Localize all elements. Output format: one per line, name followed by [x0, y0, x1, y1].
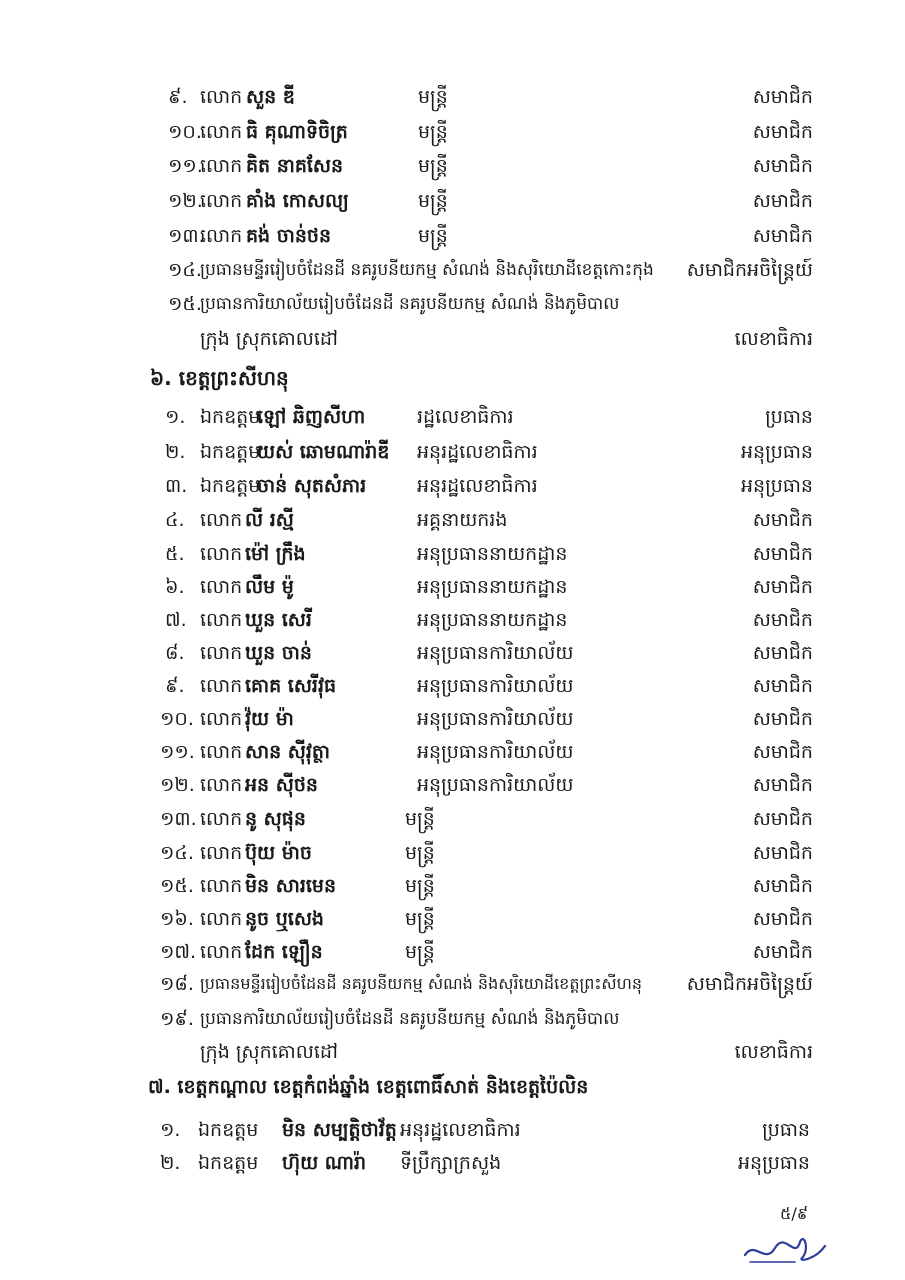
member-position: មន្ត្រី: [418, 86, 448, 108]
member-position: មន្ត្រី: [405, 908, 435, 930]
member-role: លេខាធិការ: [734, 1041, 813, 1063]
member-role: សមាជិក: [752, 543, 813, 565]
honorific: លោក: [200, 642, 243, 664]
member-row: [165, 671, 813, 701]
member-row: [168, 117, 813, 147]
item-number: ១៤.: [160, 842, 194, 864]
member-name: គាំង កោសល្យ: [246, 190, 349, 212]
honorific: លោក: [200, 190, 243, 212]
department-member-text: ប្រធានមន្ទីររៀបចំដែនដី នគរូបនីយកម្ម សំណង់ និងសុរិយោដីខេត្តព្រះសីហនុ: [200, 974, 643, 993]
member-name: ឡៅ ឆិញសីហា: [257, 406, 366, 428]
member-name: គង់ ចាន់ថន: [246, 225, 332, 247]
item-number: ១៩.: [160, 1008, 194, 1030]
member-role: សមាជិក: [752, 708, 813, 730]
member-position: អគ្គនាយករង: [417, 509, 508, 531]
page-number: ៥/៩: [780, 1204, 809, 1223]
member-position: អនុប្រធាននាយកដ្ឋាន: [417, 609, 568, 631]
item-number: ១៣.: [160, 808, 197, 830]
member-name: ឃួន ចាន់: [245, 642, 312, 664]
member-role: សមាជិក: [752, 609, 813, 631]
item-number: ១២.: [168, 190, 203, 212]
member-role: សមាជិក: [752, 941, 813, 963]
member-row: [168, 82, 813, 112]
member-row: [160, 1148, 810, 1178]
honorific: លោក: [200, 509, 243, 531]
item-number: ៦.: [165, 576, 185, 598]
member-name: ម៉ៅ ក្រឹង: [245, 543, 306, 565]
secretary-text-line1: ប្រធានការិយាល័យរៀបចំដែនដី នគរូបនីយកម្ម សំណង់ និងភូមិបាល: [200, 294, 620, 314]
member-position: មន្ត្រី: [418, 225, 448, 247]
secretary-text-line2: ក្រុង ស្រុកគោលដៅ: [200, 1041, 338, 1063]
item-number: ៨.: [165, 642, 185, 664]
member-role: សមាជិក: [752, 741, 813, 763]
member-name: ឃួន សេរី: [245, 609, 312, 631]
member-role: សមាជិកអចិន្ត្រៃយ៍: [686, 973, 813, 995]
item-number: ១៥.: [160, 875, 194, 897]
member-name: សាន ស៊ីវុត្ថា: [245, 741, 331, 763]
honorific: លោក: [200, 675, 243, 697]
member-row: [160, 737, 813, 767]
member-position: អនុរដ្ឋលេខាធិការ: [400, 1119, 521, 1141]
member-name: មិន សម្បត្តិថាវ័ត្ត: [282, 1119, 397, 1141]
member-row: [165, 437, 813, 467]
member-role: ប្រធាន: [765, 406, 813, 428]
member-role: សមាជិក: [752, 155, 813, 177]
member-position: មន្ត្រី: [405, 842, 435, 864]
member-row: [165, 638, 813, 668]
member-row: [165, 539, 813, 569]
member-row: [165, 471, 813, 501]
item-number: ៧.: [165, 609, 187, 631]
honorific: ឯកឧត្តម: [200, 441, 261, 463]
member-row: [165, 505, 813, 535]
member-position: អនុប្រធានការិយាល័យ: [417, 774, 574, 796]
section-heading: ៦. ខេត្តព្រះសីហនុ: [150, 366, 289, 390]
member-position: អនុប្រធាននាយកដ្ឋាន: [417, 576, 568, 598]
honorific: លោក: [200, 774, 243, 796]
member-role: អនុប្រធាន: [738, 1152, 810, 1174]
member-role: សមាជិក: [752, 190, 813, 212]
member-name: ប៊ុយ ម៉ាច: [245, 842, 312, 864]
member-role: សមាជិក: [752, 908, 813, 930]
honorific: លោក: [200, 86, 243, 108]
member-row: [165, 605, 813, 635]
member-position: អនុរដ្ឋលេខាធិការ: [417, 441, 538, 463]
member-role: សមាជិក: [752, 774, 813, 796]
member-row: [165, 572, 813, 602]
item-number: ២.: [160, 1152, 181, 1174]
member-row: [160, 904, 813, 934]
member-role: អនុប្រធាន: [741, 475, 813, 497]
department-member-row: [168, 255, 813, 285]
member-name: លឹម ម៉ូ: [245, 576, 294, 598]
honorific: លោក: [200, 808, 243, 830]
member-position: ទីប្រឹក្សាក្រសួង: [400, 1152, 502, 1174]
honorific: លោក: [200, 875, 243, 897]
member-role: សមាជិក: [752, 842, 813, 864]
item-number: ២.: [165, 441, 186, 463]
member-role: សមាជិក: [752, 86, 813, 108]
honorific: លោក: [200, 908, 243, 930]
member-name: លី រស្មី: [245, 509, 294, 531]
honorific: លោក: [200, 543, 243, 565]
item-number: ១២.: [160, 774, 195, 796]
honorific: ឯកឧត្តម: [198, 1152, 259, 1174]
member-name: ធិ គុណាទិចិត្រ: [246, 121, 348, 143]
item-number: ៣.: [165, 475, 188, 497]
honorific: ឯកឧត្តម: [200, 475, 261, 497]
item-number: ១៤.: [168, 259, 202, 281]
member-role: សមាជិក: [752, 509, 813, 531]
member-position: អនុរដ្ឋលេខាធិការ: [417, 475, 538, 497]
member-name: សួន ឌី: [246, 86, 295, 108]
member-row: [160, 770, 813, 800]
honorific: ឯកឧត្តម: [198, 1119, 259, 1141]
member-row: [165, 402, 813, 432]
secretary-text-line2: ក្រុង ស្រុកគោលដៅ: [200, 328, 338, 350]
member-role: សមាជិកអចិន្ត្រៃយ៍: [686, 259, 813, 281]
member-role: សមាជិក: [752, 808, 813, 830]
member-role: សមាជិក: [752, 675, 813, 697]
honorific: លោក: [200, 121, 243, 143]
item-number: ១៣.: [168, 225, 205, 247]
member-row: [168, 186, 813, 216]
member-position: អនុប្រធានការិយាល័យ: [417, 741, 574, 763]
item-number: ១.: [165, 406, 186, 428]
member-role: សមាជិក: [752, 576, 813, 598]
member-row: [168, 151, 813, 181]
member-row: [160, 937, 813, 967]
member-role: សមាជិក: [752, 642, 813, 664]
item-number: ១៧.: [160, 941, 197, 963]
member-row: [160, 704, 813, 734]
member-row: [168, 221, 813, 251]
item-number: ១៦.: [160, 908, 194, 930]
member-position: មន្ត្រី: [405, 808, 435, 830]
secretary-row-continued: [168, 324, 813, 354]
honorific: លោក: [200, 941, 243, 963]
member-position: មន្ត្រី: [418, 190, 448, 212]
secretary-row: [168, 289, 813, 319]
member-row: [160, 804, 813, 834]
honorific: ឯកឧត្តម: [200, 406, 261, 428]
item-number: ៥.: [165, 543, 185, 565]
member-role: សមាជិក: [752, 121, 813, 143]
member-role: ប្រធាន: [762, 1119, 810, 1141]
item-number: ៤.: [165, 509, 185, 531]
member-role: លេខាធិការ: [734, 328, 813, 350]
item-number: ១៥.: [168, 293, 202, 315]
member-name: អន ស៊ីថន: [245, 774, 318, 796]
honorific: លោក: [200, 225, 243, 247]
honorific: លោក: [200, 708, 243, 730]
member-position: មន្ត្រី: [418, 121, 448, 143]
secretary-row-continued: [160, 1037, 813, 1067]
member-position: មន្ត្រី: [405, 875, 435, 897]
honorific: លោក: [200, 741, 243, 763]
item-number: ៩.: [165, 675, 185, 697]
member-name: ចាន់ សុតសំភារ: [257, 475, 367, 497]
member-position: មន្ត្រី: [405, 941, 435, 963]
section-heading: ៧. ខេត្តកណ្ដាល ខេត្តកំពង់ឆ្នាំង ខេត្តពោធិ៍សាត់ និងខេត្តប៉ៃលិន: [148, 1076, 589, 1098]
item-number: ១០.: [168, 121, 202, 143]
member-row: [160, 1115, 810, 1145]
member-name: គោគ សេរីវុធ: [245, 675, 337, 697]
honorific: លោក: [200, 155, 243, 177]
secretary-text-line1: ប្រធានការិយាល័យរៀបចំដែនដី នគរូបនីយកម្ម សំណង់ និងភូមិបាល: [200, 1009, 620, 1029]
member-position: អនុប្រធានការិយាល័យ: [417, 675, 574, 697]
member-position: អនុប្រធានការិយាល័យ: [417, 642, 574, 664]
member-name: ដែក ឡឿន: [245, 941, 323, 963]
item-number: ១១.: [168, 155, 203, 177]
member-name: គិត នាគសែន: [246, 155, 344, 177]
department-member-text: ប្រធានមន្ទីររៀបចំដែនដី នគរូបនីយកម្ម សំណង់ និងសុរិយោដីខេត្តកោះកុង: [200, 260, 654, 280]
member-row: [160, 838, 813, 868]
department-member-row: [160, 969, 813, 999]
item-number: ១.: [160, 1119, 181, 1141]
member-name: ហ៊ុយ ណារ៉ា: [282, 1152, 367, 1174]
member-role: សមាជិក: [752, 875, 813, 897]
member-position: អនុប្រធានការិយាល័យ: [417, 708, 574, 730]
member-name: វ៉ុយ ម៉ា: [245, 708, 294, 730]
honorific: លោក: [200, 576, 243, 598]
member-position: អនុប្រធាននាយកដ្ឋាន: [417, 543, 568, 565]
member-position: រដ្ឋលេខាធិការ: [417, 406, 514, 428]
item-number: ១០.: [160, 708, 194, 730]
honorific: លោក: [200, 842, 243, 864]
item-number: ១១.: [160, 741, 195, 763]
initials-signature: [740, 1220, 830, 1270]
honorific: លោក: [200, 609, 243, 631]
member-name: នូច ឬសេង: [245, 908, 324, 930]
member-name: មិន សារមេន: [245, 875, 337, 897]
member-name: យស់ ឆោមណារ៉ាឌី: [257, 441, 390, 463]
secretary-row: [160, 1004, 813, 1034]
member-role: អនុប្រធាន: [741, 441, 813, 463]
member-position: មន្ត្រី: [418, 155, 448, 177]
item-number: ១៨.: [160, 973, 194, 995]
member-row: [160, 871, 813, 901]
member-name: នូ សុផុន: [245, 808, 306, 830]
item-number: ៩.: [168, 86, 188, 108]
member-role: សមាជិក: [752, 225, 813, 247]
